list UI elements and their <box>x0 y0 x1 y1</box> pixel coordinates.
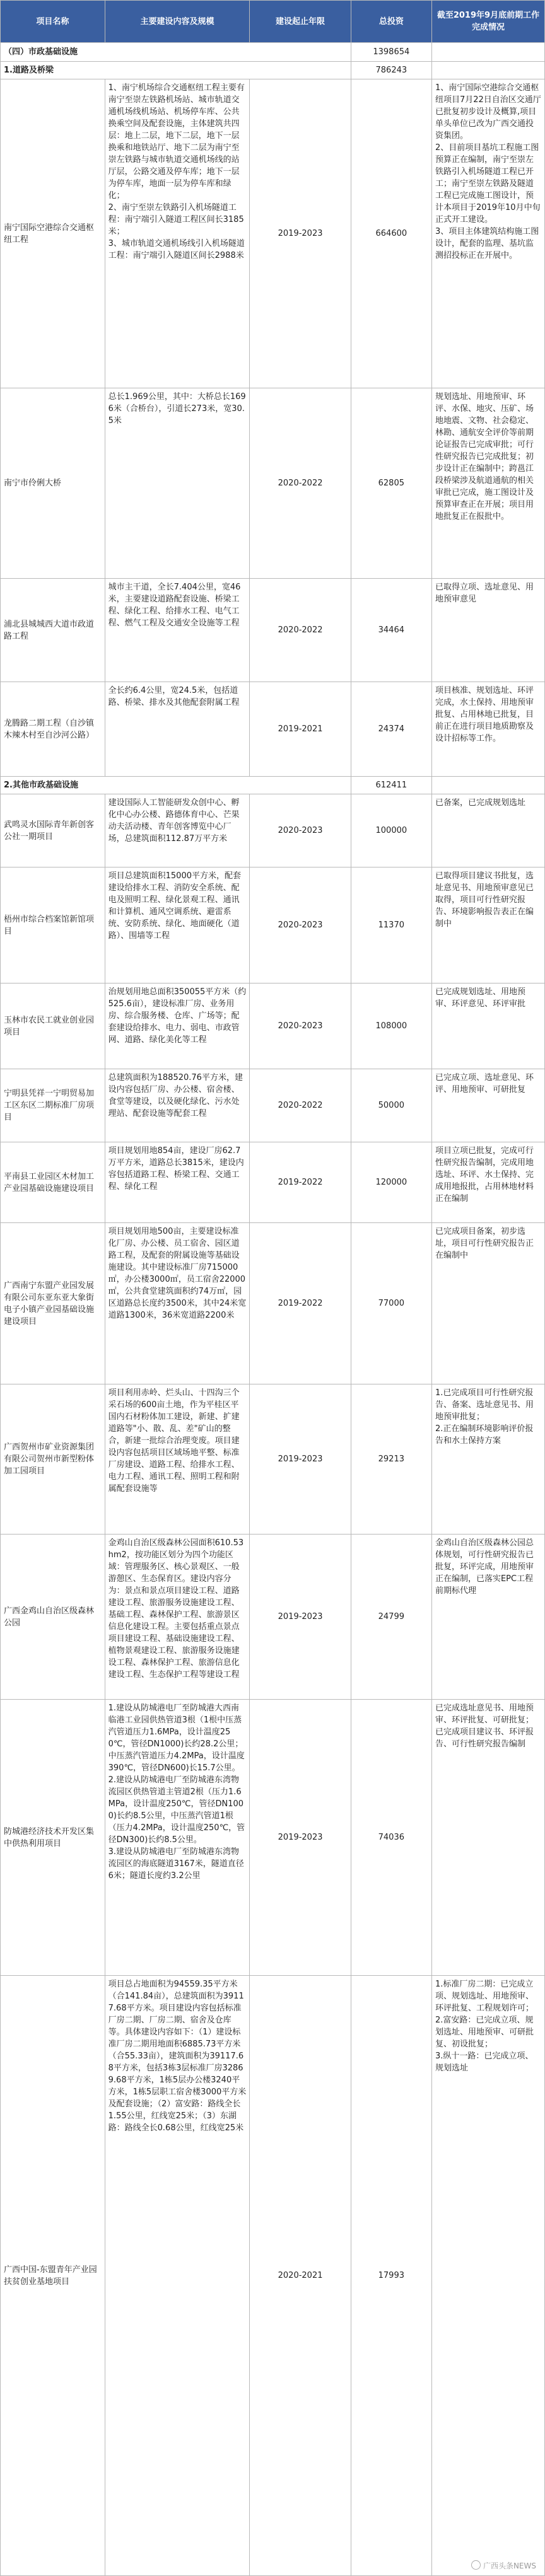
section-total: 786243 <box>351 62 431 79</box>
project-years: 2019-2022 <box>250 1223 351 1384</box>
project-progress: 已完成项目备案，初步选址，项目可行性研究报告正在编制中 <box>431 1223 544 1384</box>
project-name: 梧州市综合档案馆新馆项目 <box>1 867 105 983</box>
project-total: 11370 <box>351 867 431 983</box>
project-years: 2020-2023 <box>250 867 351 983</box>
project-content: 金鸡山自治区级森林公园面积610.53hm2，按功能区划分为四个功能区域：管理服务区、核心景观区、一般游憩区、生态保育区。建设内容分为：景点和景点项目建设工程、道路建设工程、旅游服务设施建设工程、基础工程、森林保护工程、旅游景区信息化建设工程。主要包括重点景点项目建设工程、基础设施建设工程、植物景观建设工程、旅游服务设施建设工程、森林保护工程、旅游信息化建设工程、生态保护工程等建设工程 <box>105 1535 250 1700</box>
project-name: 南宁市伶俐大桥 <box>1 388 105 579</box>
section-row <box>1 43 545 62</box>
table-row <box>1 388 545 579</box>
project-progress: 规划选址、用地预审、环评、水保、地灾、压矿、场地地震、文物、社会稳定、林勘、通航安全评价等前期论证报告已完成审批；可行性研究报告已完成批复；初步设计正在编制中；跨邕江段桥梁涉及航道通航的相关审批已完成，施工图设计及预算审查正在开展；项目用地批复正在报批中。 <box>431 388 544 579</box>
project-total: 120000 <box>351 1142 431 1223</box>
project-name: 广西贺州市矿业资源集团有限公司贺州市新型粉体加工园项目 <box>1 1384 105 1535</box>
project-content: 城市主干道，全长7.404公里，宽46米，主要建设道路配套设施、桥梁工程、绿化工程、给排水工程、电气工程、燃气工程及交通安全设施等工程 <box>105 579 250 682</box>
section-total: 612411 <box>351 777 431 794</box>
watermark <box>471 2560 536 2571</box>
project-years: 2019-2023 <box>250 1700 351 1976</box>
project-content: 项目总建筑面积15000平方米，配套建设给排水工程、消防安全系统、配电及照明工程、绿化景观工程、通讯和计算机、通风空调系统、避雷系统、安防系统、绿化、地面硬化（道路）、围墙等工程 <box>105 867 250 983</box>
project-years: 2019-2023 <box>250 1384 351 1535</box>
project-years: 2019-2023 <box>250 1535 351 1700</box>
project-total: 100000 <box>351 794 431 867</box>
project-progress: 项目核准、规划选址、环评完成，水土保持、用地预审批复、占用林地已批复，目前正在进行项目地质勘察及设计招标等工作。 <box>431 682 544 777</box>
header-progress: 截至2019年9月底前期工作完成情况 <box>431 1 544 43</box>
project-content: 1、南宁机场综合交通枢纽工程主要有南宁至崇左铁路机场站、城市轨道交通机场线机场站、机场停车库、公共换乘空间及配套设施，主体建筑共四层：地上二层，地下二层，地下一层换乘和地铁站厅、地下二层为南宁至崇左铁路与城市轨道交通机场线的站厅层，公路交通及停车库；地下一层为停车库，地面一层为停车库和绿化； 2、南宁至崇左铁路引入机场隧道工程：南宁端引入隧道工程区间长3185米； 3、城市轨道交通机场线引入机场隧道工程：南宁端引入隧道区间长2988米 <box>105 79 250 388</box>
table-row <box>1 79 545 388</box>
table-row <box>1 1069 545 1142</box>
project-total: 62805 <box>351 388 431 579</box>
header-total: 总投资 <box>351 1 431 43</box>
header-years: 建设起止年限 <box>250 1 351 43</box>
logo-icon <box>471 2560 481 2570</box>
project-name: 宁明县凭祥一宁明贸易加工区东区二期标准厂房项目 <box>1 1069 105 1142</box>
project-years: 2020-2023 <box>250 794 351 867</box>
section-label: （四）市政基础设施 <box>1 43 351 62</box>
header-content: 主要建设内容及规模 <box>105 1 250 43</box>
project-name: 广西金鸡山自治区级森林公园 <box>1 1535 105 1700</box>
project-total: 34464 <box>351 579 431 682</box>
section-row <box>1 62 545 79</box>
table-row <box>1 1535 545 1700</box>
project-total: 664600 <box>351 79 431 388</box>
section-total: 1398654 <box>351 43 431 62</box>
header-row <box>1 1 545 43</box>
section-label: 2.其他市政基础设施 <box>1 777 351 794</box>
project-progress: 已取得项目建议书批复，选址意见书、用地预审意见已取得，项目可行性研究报告、环境影响报告表正在编制中 <box>431 867 544 983</box>
table-row <box>1 1976 545 2576</box>
project-total: 29213 <box>351 1384 431 1535</box>
project-name: 防城港经济技术开发区集中供热利用项目 <box>1 1700 105 1976</box>
project-progress: 已完成规划选址、用地预审、环评意见、环评审批 <box>431 983 544 1069</box>
project-years: 2020-2022 <box>250 388 351 579</box>
project-name: 龙腾路二期工程（自沙镇木辣木村至自沙河公路） <box>1 682 105 777</box>
project-progress: 已完成选址意见书、用地预审、环评批复、可研批复；已完成项目建议书、环评报告、可行性研究报告编制 <box>431 1700 544 1976</box>
project-progress: 项目立项已批复，完成可行性研究报告编制，完成用地选址、环评、水土保持、完成用地报批，占用林地材料正在编制 <box>431 1142 544 1223</box>
project-total: 50000 <box>351 1069 431 1142</box>
project-total: 77000 <box>351 1223 431 1384</box>
project-content: 全长约6.4公里，宽24.5米，包括道路、桥梁、排水及其他配套附属工程 <box>105 682 250 777</box>
project-name: 广西南宁东盟产业园发展有限公司东亚东亚大象街电子小镇产业园基础设施建设项目 <box>1 1223 105 1384</box>
project-content: 1.建设从防城港电厂至防城港大西南临港工业园供热管道3根（1根中压蒸汽管道压力1.6MPa，设计温度250℃，管径DN1000)长约28.2公里；中压蒸汽管道压力4.2MPa，设计温度390℃，管径DN600)长15.7公里。 2.建设从防城港电厂至防城港东湾物流园区供热管道主管道2根（压力1.6MPa，设计温度250℃，管径DN1000)长约8.5公里，中压蒸汽管道1根（压力4.2MPa，设计温度250℃，管径DN300)长约8.5公里。 3.建设从防城港电厂至防城港东湾物流园区的海底隧道3167米，隧道直径6米；隧道长度约3.2公里 <box>105 1700 250 1976</box>
project-name: 南宁国际空港综合交通枢纽工程 <box>1 79 105 388</box>
project-content: 治规划用地总面积350055平方米（约525.6亩），建设标准厂房、业务用房、综合服务楼、仓库、广场等；配套建设给排水、电力、弱电、市政管网、道路、绿化美化等工程 <box>105 983 250 1069</box>
project-progress: 金鸡山自治区级森林公园总体规划，可行性研究报告已批复，环评完成，用地预审正在编制，已落实EPC工程前期标代理 <box>431 1535 544 1700</box>
watermark-text: 广西头条NEWS <box>483 2561 536 2570</box>
project-content: 项目总占地面积为94559.35平方米（合141.84亩），总建筑面积为39117.68平方米。项目建设内容包括标准厂房二期、厂房二期、宿舍及仓库等。具体建设内容如下：（1）建设标准厂房二期用地面积6885.73平方米（合55.33亩），建筑面积为39117.68平方米，包括3栋3层标准厂房32869.68平方米，1栋5层办公楼3240平方米，1栋5层职工宿舍楼3000平方米及配套设施；（2）富安路：路线全长1.55公里，红线宽25米；（3）东湖路：路线全长0.68公里，红线宽25米 <box>105 1976 250 2576</box>
table-row <box>1 1700 545 1976</box>
table-row <box>1 682 545 777</box>
table-row <box>1 1142 545 1223</box>
project-progress: 1、南宁国际空港综合交通枢纽项目7月22日自治区交通厅已批复初步设计及概算,项目单头单位已改为广西交通投资集团。 2、目前项目基坑工程施工图预算正在编制，南宁至崇左铁路引入机场隧道工程已开工；南宁至崇左铁路及隧道工程已完成施工图设计，预计本项目于2019年10月中旬正式开工建设。 3、项目主体建筑结构施工图设计，配套的监理、基坑监测招投标正在开展中。 <box>431 79 544 388</box>
project-content: 项目利用赤岭、烂头山、十四沟三个采石场的600亩土地，作为平桂区平国内石材粉体加工建设，新建、扩建道路等"小、散、乱、差"矿山的整合，新建一批综合治理变废。项目建设内容包括项目区域场地平整、标准厂房建设、道路工程、给排水工程、电力工程、通讯工程、照明工程和附属配套设施等 <box>105 1384 250 1535</box>
project-content: 建设国际人工智能研发众创中心、孵化中心办公楼、路德体育中心、芒果动夫活动楼、青年创客博览中心厂场，总建筑面积112.87万平方米 <box>105 794 250 867</box>
project-total: 24374 <box>351 682 431 777</box>
project-progress: 1.已完成项目可行性研究报告、备案、选址意见书、用地预审批复； 2.正在编制环境影响评价报告和水土保持方案 <box>431 1384 544 1535</box>
project-years: 2020-2022 <box>250 579 351 682</box>
project-progress: 已取得立项、选址意见、用地预审意见 <box>431 579 544 682</box>
project-content: 总长1.969公里，其中：大桥总长1696米（合桥台），引道长273米，宽30.5米 <box>105 388 250 579</box>
project-years: 2019-2021 <box>250 682 351 777</box>
header-name: 项目名称 <box>1 1 105 43</box>
project-total: 17993 <box>351 1976 431 2576</box>
project-content: 项目规划用地854亩，建设厂房62.7万平方米，道路总长3815米，建设内容包括道路工程、桥梁工程、交通工程、绿化工程 <box>105 1142 250 1223</box>
project-total: 108000 <box>351 983 431 1069</box>
project-name: 武鸣灵水国际青年新创客公社一期项目 <box>1 794 105 867</box>
project-name: 广西中国-东盟青年产业园扶贫创业基地项目 <box>1 1976 105 2576</box>
project-years: 2020-2023 <box>250 983 351 1069</box>
project-content: 项目规划用地500亩，主要建设标准化厂房、办公楼、员工宿舍、园区道路工程，及配套的附属设施等基础设施建设。其中建设标准厂房715000㎡，办公楼3000㎡，员工宿舍22000㎡，公共食堂建筑面积约74万㎡，园区道路总长度约3500米，其中24米宽道路1300米，36米宽道路2200米 <box>105 1223 250 1384</box>
section-row <box>1 777 545 794</box>
project-name: 平南县工业园区木材加工产业园基础设施建设项目 <box>1 1142 105 1223</box>
project-progress: 已完成立项、选址意见、环评、用地预审、可研批复 <box>431 1069 544 1142</box>
project-name: 浦北县城城西大道市政道路工程 <box>1 579 105 682</box>
project-total: 24799 <box>351 1535 431 1700</box>
project-progress: 1.标准厂房二期：已完成立项、规划选址、用地预审、环评批复、工程规划许可； 2.富安路：已完成立项、规划选址、用地预审、可研批复、初设批复； 3.纵十一路：已完成立项、规划选址 <box>431 1976 544 2576</box>
project-years: 2020-2021 <box>250 1976 351 2576</box>
table-row <box>1 1384 545 1535</box>
project-years: 2019-2023 <box>250 79 351 388</box>
project-name: 玉林市农民工就业创业园项目 <box>1 983 105 1069</box>
table-row <box>1 579 545 682</box>
project-years: 2020-2022 <box>250 1069 351 1142</box>
table-row <box>1 794 545 867</box>
table-row <box>1 867 545 983</box>
section-label: 1.道路及桥梁 <box>1 62 351 79</box>
project-total: 74036 <box>351 1700 431 1976</box>
table-row <box>1 983 545 1069</box>
project-content: 总建筑面积为188520.76平方米，建设内容包括厂房、办公楼、宿舍楼、食堂等建设，以及硬化绿化、污水处理站、配套设施等配套工程 <box>105 1069 250 1142</box>
project-progress: 已备案，已完成规划选址 <box>431 794 544 867</box>
project-years: 2019-2022 <box>250 1142 351 1223</box>
table-row <box>1 1223 545 1384</box>
